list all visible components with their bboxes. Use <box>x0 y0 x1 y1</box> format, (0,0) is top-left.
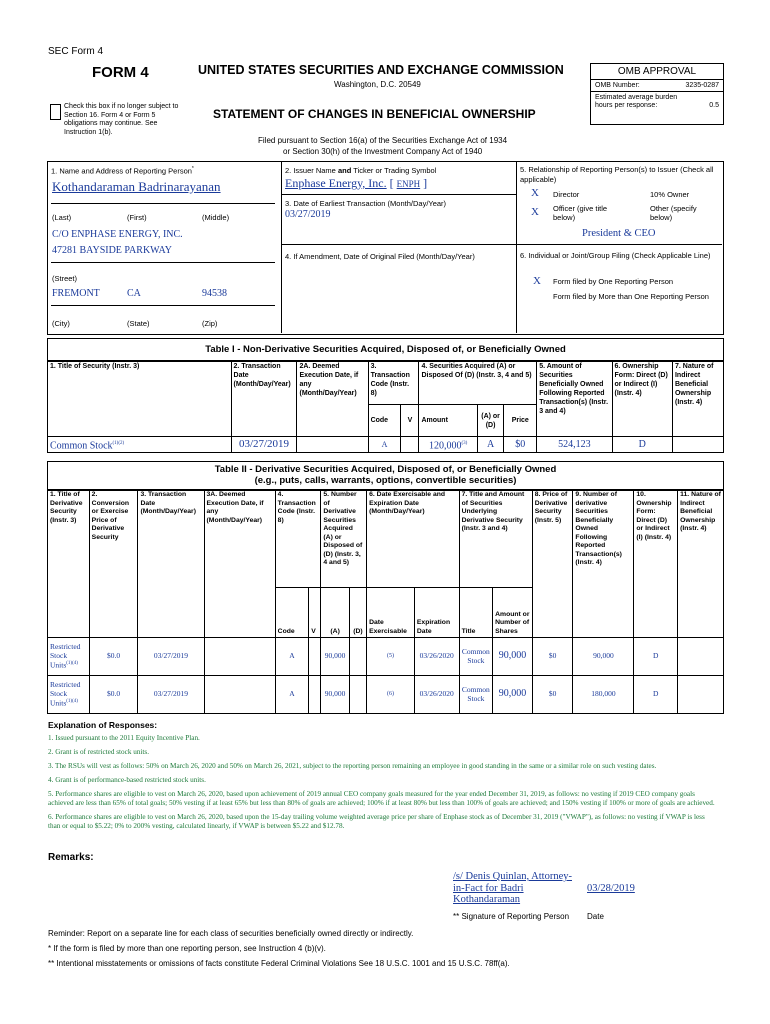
t2-r1-owned: 90,000 <box>573 638 634 676</box>
t2-r2-code: A <box>275 676 309 714</box>
statement-title: STATEMENT OF CHANGES IN BENEFICIAL OWNERSHIP <box>213 107 536 121</box>
t2-r1-expiration: 03/26/2020 <box>414 638 459 676</box>
table1-title: Table I - Non-Derivative Securities Acquired, Disposed of, or Beneficially Owned <box>205 344 566 355</box>
t1-h4: 4. Securities Acquired (A) or Disposed Of (D) (Instr. 3, 4 and 5) <box>419 361 537 405</box>
one-person-label: Form filed by One Reporting Person <box>553 277 674 286</box>
t2-r2-exercisable: (6) <box>367 676 415 714</box>
t1-nature <box>672 437 723 453</box>
t2-r1-und-title: Common Stock <box>459 638 493 676</box>
t1-deemed <box>297 437 368 453</box>
omb-burden-label: Estimated average burden <box>595 94 678 101</box>
address-line1: C/O ENPHASE ENERGY, INC. <box>52 229 183 240</box>
director-mark: X <box>531 187 539 199</box>
t2-r2-und-title: Common Stock <box>459 676 493 714</box>
t2-h2: 2. Conversion or Exercise Price of Derivative Security <box>89 490 138 638</box>
one-person-mark: X <box>533 275 541 287</box>
t2-r1-price: $0.0 <box>89 638 138 676</box>
t2-r2-und-amount: 90,000 <box>493 676 533 714</box>
city-value: FREMONT <box>52 288 100 299</box>
table2-title: Table II - Derivative Securities Acquired, Disposed of, or Beneficially Owned <box>214 464 557 475</box>
t1-sub-v: V <box>401 405 419 437</box>
t2-r1-code: A <box>275 638 309 676</box>
zip-label: (Zip) <box>202 319 218 328</box>
footer-misstatements: ** Intentional misstatements or omissions of facts constitute Federal Criminal Violations See 18 U.S.C. 1001 and 15 U.S.C. 78ff(a). <box>48 959 510 968</box>
state-value: CA <box>127 288 141 299</box>
t1-code: A <box>368 437 401 453</box>
table2-subtitle: (e.g., puts, calls, warrants, options, convertible securities) <box>254 475 517 486</box>
t1-owned: 524,123 <box>537 437 612 453</box>
t2-r2-der-price: $0 <box>532 676 573 714</box>
middle-label: (Middle) <box>202 213 230 222</box>
t1-sub-amount: Amount <box>419 405 477 437</box>
issuer-ticker[interactable]: ENPH <box>396 179 421 189</box>
t2-r2-date: 03/27/2019 <box>138 676 204 714</box>
zip-value: 94538 <box>202 288 227 299</box>
t1-h7: 7. Nature of Indirect Beneficial Ownership (Instr. 4) <box>672 361 723 437</box>
first-label: (First) <box>127 213 147 222</box>
t2-r1-date: 03/27/2019 <box>138 638 204 676</box>
t2-h3a: 3A. Deemed Execution Date, if any (Month/Day/Year) <box>204 490 275 638</box>
t2-r2-form: D <box>634 676 678 714</box>
t2-sub-title: Title <box>459 588 493 638</box>
t2-h3: 3. Transaction Date (Month/Day/Year) <box>138 490 204 638</box>
table-row <box>48 638 724 676</box>
address-line2: 47281 BAYSIDE PARKWAY <box>52 245 173 256</box>
table2 <box>47 489 724 714</box>
t1-sub-code: Code <box>368 405 401 437</box>
t1-price: $0 <box>504 437 537 453</box>
explanation-title: Explanation of Responses: <box>48 720 158 730</box>
omb-number-label: OMB Number: <box>595 82 640 89</box>
city-label: (City) <box>52 319 70 328</box>
omb-hours-label: hours per response: <box>595 102 658 109</box>
t2-r2-deemed <box>204 676 275 714</box>
footnote-6: 6. Performance shares are eligible to vest on March 26, 2020, based upon the 15-day trailing volume weighted average price per share of Enphase stock as of December 31, 2019 ("VWAP"), as follows: no vesting if VWAP is less than or equal to $5.22; 0% to 200% vesting, calculated linearly, if VWAP is between $5.22 and $12.78. <box>48 813 705 830</box>
officer-mark: X <box>531 206 539 218</box>
t2-sub-expiration: Expiration Date <box>414 588 459 638</box>
earliest-date-value: 03/27/2019 <box>285 209 331 220</box>
filed-pursuant-line2: or Section 30(h) of the Investment Company Act of 1940 <box>283 147 483 156</box>
t2-h10: 10. Ownership Form: Direct (D) or Indirect (I) (Instr. 4) <box>634 490 678 638</box>
table1 <box>47 360 724 453</box>
footnote-1: 1. Issued pursuant to the 2011 Equity Incentive Plan. <box>48 734 200 742</box>
issuer-name-link[interactable]: Enphase Energy, Inc. <box>285 176 387 190</box>
t2-r1-nature <box>678 638 724 676</box>
t2-sub-code: Code <box>275 588 309 638</box>
checkbox-instructions: Check this box if no longer subject to Section 16. Form 4 or Form 5 obligations may continue. See Instruction 1(b). <box>64 103 179 136</box>
t2-r1-v <box>309 638 321 676</box>
issuer-label: 2. Issuer Name and Ticker or Trading Symbol <box>285 166 437 175</box>
t1-sub-price: Price <box>504 405 537 437</box>
director-label: Director <box>553 190 580 199</box>
last-label: (Last) <box>52 213 72 222</box>
t2-h11: 11. Nature of Indirect Beneficial Ownership (Instr. 4) <box>678 490 724 638</box>
t2-r1-a: 90,000 <box>321 638 349 676</box>
t2-r1-exercisable: (5) <box>367 638 415 676</box>
signature-label: ** Signature of Reporting Person <box>453 912 570 921</box>
reporting-person-label: 1. Name and Address of Reporting Person* <box>51 166 194 176</box>
table-row <box>48 437 724 453</box>
reporting-person-name[interactable]: Kothandaraman Badrinarayanan <box>52 179 221 194</box>
signature-date: 03/28/2019 <box>587 883 635 894</box>
t2-sub-amount: Amount or Number of Shares <box>493 588 533 638</box>
footer-reminder: Reminder: Report on a separate line for each class of securities beneficially owned directly or indirectly. <box>48 929 414 938</box>
omb-hours-value: 0.5 <box>709 102 719 109</box>
t1-h1: 1. Title of Security (Instr. 3) <box>48 361 232 437</box>
filed-pursuant-line1: Filed pursuant to Section 16(a) of the Securities Exchange Act of 1934 <box>258 136 508 145</box>
relationship-label: 5. Relationship of Reporting Person(s) to Issuer (Check all applicable) <box>520 165 714 184</box>
table1-title-bar <box>47 338 724 362</box>
t2-r1-der-price: $0 <box>532 638 573 676</box>
issuer-name: Enphase Energy, Inc. [ ENPH ] <box>285 176 428 190</box>
t2-sub-exercisable: Date Exercisable <box>367 588 415 638</box>
sec-form-label: SEC Form 4 <box>48 46 104 57</box>
state-label: (State) <box>127 319 150 328</box>
t2-r2-owned: 180,000 <box>573 676 634 714</box>
earliest-date-label: 3. Date of Earliest Transaction (Month/Day/Year) <box>285 199 447 208</box>
form-title: FORM 4 <box>92 64 149 81</box>
table-row <box>48 676 724 714</box>
agency-title: UNITED STATES SECURITIES AND EXCHANGE COMMISSION <box>198 63 564 77</box>
t2-r1-d <box>349 638 366 676</box>
footnote-3: 3. The RSUs will vest as follows: 50% on March 26, 2020 and 50% on March 26, 2021, subject to the reporting person remaining an employee in good standing in the same or a similar role on such vesting dates. <box>48 762 657 770</box>
officer-title: President & CEO <box>582 228 656 239</box>
date-label: Date <box>587 912 604 921</box>
t2-h6: 6. Date Exercisable and Expiration Date (Month/Day/Year) <box>367 490 459 588</box>
t2-r2-expiration: 03/26/2020 <box>414 676 459 714</box>
t2-sub-d: (D) <box>349 588 366 638</box>
agency-city: Washington, D.C. 20549 <box>334 80 421 89</box>
t1-sub-ad: (A) or (D) <box>477 405 504 437</box>
t2-sub-a: (A) <box>321 588 349 638</box>
t1-ad: A <box>477 437 504 453</box>
t2-r1-form: D <box>634 638 678 676</box>
footnote-2: 2. Grant is of restricted stock units. <box>48 748 150 756</box>
t1-h6: 6. Ownership Form: Direct (D) or Indirect (I) (Instr. 4) <box>612 361 672 437</box>
signature[interactable]: /s/ Denis Quinlan, Attorney-in-Fact for Badri Kothandaraman <box>453 871 572 905</box>
t2-h9: 9. Number of derivative Securities Beneficially Owned Following Reported Transaction(s) (Instr. 4) <box>573 490 634 638</box>
table2-title-bar <box>47 461 724 491</box>
t1-security-title: Common Stock$^{(1)(2)}$ <box>48 437 232 453</box>
t2-h7: 7. Title and Amount of Securities Underlying Derivative Security (Instr. 3 and 4) <box>459 490 532 588</box>
t2-h1: 1. Title of Derivative Security (Instr. 3) <box>48 490 90 638</box>
t2-h8: 8. Price of Derivative Security (Instr. 5) <box>532 490 573 638</box>
t2-r1-und-amount: 90,000 <box>493 638 533 676</box>
t1-h3: 3. Transaction Code (Instr. 8) <box>368 361 419 405</box>
other-label: Other (specify below) <box>650 204 697 222</box>
t1-h2a: 2A. Deemed Execution Date, if any (Month/Day/Year) <box>297 361 368 437</box>
t1-h5: 5. Amount of Securities Beneficially Owned Following Reported Transaction(s) (Instr. 3 and 4) <box>537 361 612 437</box>
asterisk: * <box>191 166 194 172</box>
more-person-label: Form filed by More than One Reporting Person <box>553 292 709 301</box>
t2-r1-deemed <box>204 638 275 676</box>
t2-h4: 4. Transaction Code (Instr. 8) <box>275 490 321 588</box>
footnote-5: 5. Performance shares are eligible to vest on March 26, 2020, based upon achievement of 2019 annual CEO company goals measured for the year ended December 31, 2019, as follows: no vesting if 2019 CEO company goals achieved are less than 65% of total goals; 50% vesting if at least 65% but less than 80% of goals are achieved; 100% if at least 80% but less than 100% of goals are achieved; and 150% vesting if 100% or more of goals are achieved. <box>48 790 715 807</box>
footer-multiple-persons: * If the form is filed by more than one reporting person, see Instruction 4 (b)(v). <box>48 944 326 953</box>
footnote-4: 4. Grant is of performance-based restricted stock units. <box>48 776 206 784</box>
t1-amount: 120,000$^{(3)}$ <box>419 437 477 453</box>
omb-approval-box <box>590 63 724 125</box>
t2-r2-price: $0.0 <box>89 676 138 714</box>
t1-form: D <box>612 437 672 453</box>
group-filing-label: 6. Individual or Joint/Group Filing (Check Applicable Line) <box>520 251 711 260</box>
t1-h2: 2. Transaction Date (Month/Day/Year) <box>231 361 297 437</box>
t1-v <box>401 437 419 453</box>
t2-sub-v: V <box>309 588 321 638</box>
explanation-notes <box>48 734 716 831</box>
t2-r2-v <box>309 676 321 714</box>
t1-date: 03/27/2019 <box>231 437 297 453</box>
street-label: (Street) <box>52 274 78 283</box>
t2-r2-nature <box>678 676 724 714</box>
t2-r2-d <box>349 676 366 714</box>
amendment-label: 4. If Amendment, Date of Original Filed (Month/Day/Year) <box>285 252 475 261</box>
officer-label: Officer (give title below) <box>553 204 608 222</box>
no-longer-subject-checkbox[interactable] <box>50 104 61 120</box>
omb-title: OMB APPROVAL <box>591 64 723 80</box>
omb-number-value: 3235-0287 <box>685 82 719 89</box>
remarks-title: Remarks: <box>48 852 94 863</box>
t2-r1-title: Restricted Stock Units$^{(1)(4)}$ <box>48 638 90 676</box>
t2-r2-a: 90,000 <box>321 676 349 714</box>
t2-h5: 5. Number of Derivative Securities Acquired (A) or Disposed of (D) (Instr. 3, 4 and 5) <box>321 490 367 588</box>
ten-pct-owner-label: 10% Owner <box>650 190 690 199</box>
t2-r2-title: Restricted Stock Units$^{(1)(4)}$ <box>48 676 90 714</box>
